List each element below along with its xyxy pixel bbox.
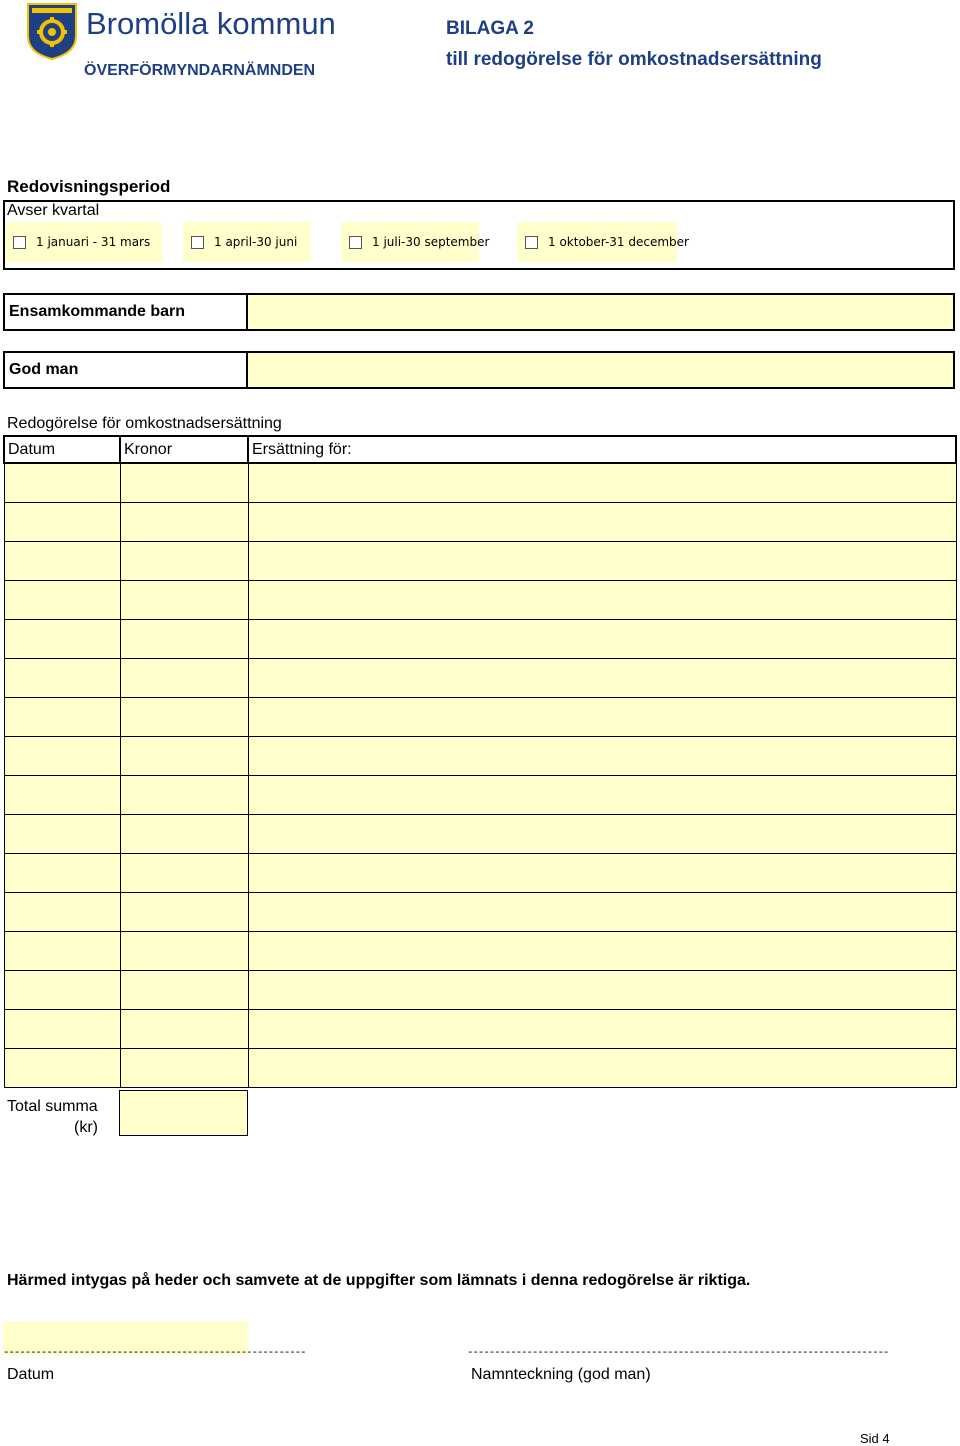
purpose-cell[interactable] [248,463,956,502]
quarter-option-q3[interactable] [341,222,490,262]
date-cell[interactable] [4,970,120,1009]
amount-cell[interactable] [120,814,248,853]
quarter-option-q2[interactable] [183,222,311,262]
purpose-cell[interactable] [248,736,956,775]
date-cell[interactable] [4,892,120,931]
quarter-option-q4[interactable] [517,222,689,262]
checkbox[interactable] [13,236,26,249]
quarter-option-label: 1 april-30 juni [214,235,298,249]
purpose-cell[interactable] [248,892,956,931]
amount-cell[interactable] [120,541,248,580]
purpose-cell[interactable] [248,970,956,1009]
guardian-row [3,351,955,389]
amount-cell[interactable] [120,502,248,541]
date-cell[interactable] [4,619,120,658]
amount-cell[interactable] [120,658,248,697]
amount-cell[interactable] [120,463,248,502]
table-header [4,436,956,463]
date-cell[interactable] [4,736,120,775]
attestation-text: Härmed intygas på heder och samvete at de uppgifter som lämnats i denna redogörelse är riktiga. [7,1272,751,1289]
report-heading: Redogörelse för omkostnadsersättning [7,415,282,432]
table-row [4,892,956,931]
table-row [4,502,956,541]
guardian-label: God man [5,353,248,387]
date-cell[interactable] [4,1009,120,1048]
purpose-cell[interactable] [248,1009,956,1048]
total-label-line-2: (kr) [74,1119,98,1136]
table-row [4,736,956,775]
purpose-cell[interactable] [248,580,956,619]
amount-cell[interactable] [120,697,248,736]
amount-cell[interactable] [120,580,248,619]
purpose-cell[interactable] [248,775,956,814]
guardian-name-input[interactable] [248,353,953,387]
total-amount-input[interactable] [119,1090,248,1136]
column-header-date: Datum [4,436,120,463]
column-header-amount: Kronor [120,436,248,463]
date-cell[interactable] [4,853,120,892]
table-row [4,1009,956,1048]
date-cell[interactable] [4,814,120,853]
amount-cell[interactable] [120,1009,248,1048]
table-row [4,463,956,502]
attachment-subtitle: till redogörelse för omkostnadsersättning [446,49,822,70]
date-cell[interactable] [4,502,120,541]
signature-name-label: Namnteckning (god man) [471,1366,651,1383]
name-signature-line: ------------------------------------------------------------------------------ [467,1347,889,1359]
department-name: ÖVERFÖRMYNDARNÄMNDEN [84,62,316,79]
quarter-option-label: 1 januari - 31 mars [36,235,151,249]
table-row [4,970,956,1009]
date-signature-line: -------------------------------------------------------- [3,1347,306,1359]
checkbox[interactable] [349,236,362,249]
period-heading: Redovisningsperiod [7,177,171,196]
purpose-cell[interactable] [248,502,956,541]
municipal-shield-icon [26,2,78,60]
amount-cell[interactable] [120,970,248,1009]
date-cell[interactable] [4,775,120,814]
column-header-purpose: Ersättning för: [248,436,956,463]
purpose-cell[interactable] [248,658,956,697]
purpose-cell[interactable] [248,853,956,892]
date-cell[interactable] [4,580,120,619]
table-row [4,775,956,814]
child-label: Ensamkommande barn [5,295,248,329]
total-label-line-1: Total summa [7,1098,98,1115]
amount-cell[interactable] [120,775,248,814]
date-cell[interactable] [4,463,120,502]
page-number: Sid 4 [860,1431,890,1446]
amount-cell[interactable] [120,892,248,931]
table-row [4,697,956,736]
purpose-cell[interactable] [248,814,956,853]
municipality-name: Bromölla kommun [86,6,336,41]
quarter-label: Avser kvartal [7,202,100,219]
attachment-title: BILAGA 2 [446,18,534,39]
date-cell[interactable] [4,541,120,580]
table-row [4,658,956,697]
table-row [4,814,956,853]
amount-cell[interactable] [120,736,248,775]
date-cell[interactable] [4,658,120,697]
quarter-option-label: 1 juli-30 september [372,235,490,249]
child-row [3,293,955,331]
purpose-cell[interactable] [248,1048,956,1087]
amount-cell[interactable] [120,619,248,658]
table-row [4,580,956,619]
table-row [4,541,956,580]
amount-cell[interactable] [120,1048,248,1087]
purpose-cell[interactable] [248,619,956,658]
date-cell[interactable] [4,697,120,736]
table-row [4,931,956,970]
date-cell[interactable] [4,931,120,970]
checkbox[interactable] [191,236,204,249]
expense-table [3,435,957,1088]
table-row [4,619,956,658]
quarter-option-label: 1 oktober-31 december [548,235,689,249]
checkbox[interactable] [525,236,538,249]
table-row [4,1048,956,1087]
quarter-option-q1[interactable] [5,222,162,262]
child-name-input[interactable] [248,295,953,329]
purpose-cell[interactable] [248,541,956,580]
amount-cell[interactable] [120,931,248,970]
signature-date-label: Datum [7,1366,55,1383]
purpose-cell[interactable] [248,697,956,736]
amount-cell[interactable] [120,853,248,892]
purpose-cell[interactable] [248,931,956,970]
table-row [4,853,956,892]
date-cell[interactable] [4,1048,120,1087]
total-label [7,1096,98,1138]
